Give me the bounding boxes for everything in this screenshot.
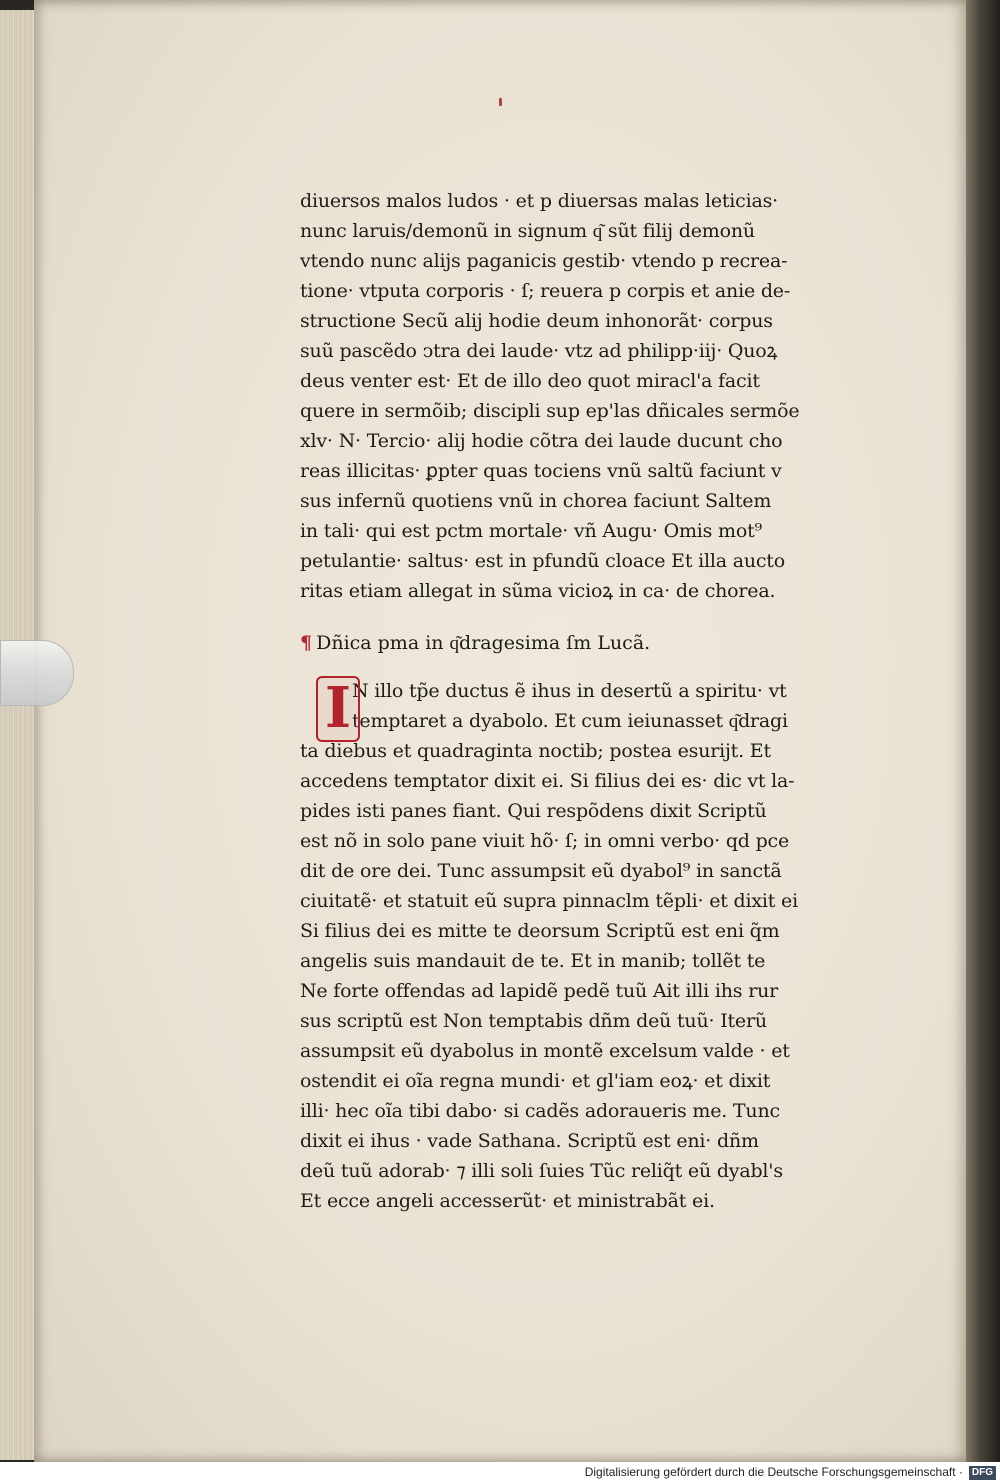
- text-line: Ne forte offendas ad lapidẽ pedẽ tuũ Ait illi ihs rur: [300, 980, 778, 1002]
- rubricated-initial: I: [316, 676, 360, 742]
- text-line: ciuitatẽ· et statuit eũ supra pinnaclm tẽpli· et dixit ei: [300, 890, 798, 912]
- text-line: reas illicitas· ꝑpter quas tociens vnũ saltũ faciunt v: [300, 460, 782, 482]
- text-line: dit de ore dei. Tunc assumpsit eũ dyabol⁹ in sanctã: [300, 860, 782, 882]
- text-line: in tali· qui est pctm mortale· vñ Augu· Omis mot⁹: [300, 520, 762, 542]
- text-line: angelis suis mandauit de te. Et in manib; tollẽt te: [300, 950, 766, 972]
- text-line: nunc laruis/demonũ in signum q͂ sũt filij demonũ: [300, 220, 755, 242]
- text-line: temptaret a dyabolo. Et cum ieiunasset q͂dragi: [352, 710, 788, 732]
- footer-bar: [0, 1462, 1000, 1482]
- text-line: vtendo nunc alijs paganicis gestib· vtendo p recrea-: [300, 250, 788, 272]
- text-line: dixit ei ihus · vade Sathana. Scriptũ est eni· dñm: [300, 1130, 759, 1152]
- bookmark-strip: [0, 640, 74, 706]
- text-line: N illo tp̃e ductus ẽ ihus in desertũ a spiritu· vt: [352, 680, 787, 702]
- text-line: petulantie· saltus· est in pfundũ cloace Et illa aucto: [300, 550, 785, 572]
- heading-text: Dñica pma in q͂dragesima ſm Lucã.: [316, 632, 651, 654]
- paragraph-sermon: [300, 186, 860, 606]
- text-line: illi· hec oĩa tibi dabo· si cadẽs adoraueris me. Tunc: [300, 1100, 780, 1122]
- text-line: ritas etiam allegat in sũma vicioꝝ in ca· de chorea.: [300, 580, 776, 602]
- text-line: Si filius dei es mitte te deorsum Scriptũ est eni q̃m: [300, 920, 780, 942]
- binding-edge: [966, 0, 1000, 1462]
- text-line: ostendit ei oĩa regna mundi· et gl'iam eoꝝ· et dixit: [300, 1070, 771, 1092]
- text-line: est nõ in solo pane viuit hõ· ſ; in omni verbo· qd pce: [300, 830, 790, 852]
- text-line: deus venter est· Et de illo deo quot miracl'a facit: [300, 370, 760, 392]
- text-line: Et ecce angeli accesserũt· et ministrabãt ei.: [300, 1190, 715, 1212]
- text-line: assumpsit eũ dyabolus in montẽ excelsum valde · et: [300, 1040, 790, 1062]
- text-line: tione· vtputa corporis · ſ; reuera p corpis et anie de-: [300, 280, 791, 302]
- text-line: pides isti panes fiant. Qui respõdens dixit Scriptũ: [300, 800, 767, 822]
- text-line: suũ pascẽdo ↄtra dei laude· vtz ad philipp·iij· Quoꝝ: [300, 340, 778, 362]
- text-line: sus scriptũ est Non temptabis dñm deũ tuũ· Iterũ: [300, 1010, 767, 1032]
- paragraph-gospel: [300, 676, 860, 1216]
- text-line: xlv· N· Tercio· alij hodie cõtra dei laude ducunt cho: [300, 430, 783, 452]
- footer-credit: Digitalisierung gefördert durch die Deutsche Forschungsgemeinschaft ·: [584, 1465, 963, 1479]
- rubric-mark: [499, 98, 502, 106]
- text-line: deũ tuũ adorab· ⁊ illi soli ſuies Tũc reliq̃t eũ dyabl's: [300, 1160, 783, 1182]
- text-line: ta diebus et quadraginta noctib; postea esurijt. Et: [300, 740, 771, 762]
- pilcrow-icon: ¶: [300, 632, 313, 654]
- text-line: quere in sermõib; discipli sup ep'las dñicales sermõe: [300, 400, 800, 422]
- text-line: accedens temptator dixit ei. Si filius dei es· dic vt la-: [300, 770, 795, 792]
- text-line: sus infernũ quotiens vnũ in chorea faciunt Saltem: [300, 490, 772, 512]
- text-line: structione Secũ alij hodie deum inhonorãt· corpus: [300, 310, 773, 332]
- dfg-logo: DFG: [969, 1466, 996, 1480]
- section-heading: [300, 628, 860, 658]
- text-block: [300, 186, 860, 1216]
- text-line: diuersos malos ludos · et p diuersas malas leticias·: [300, 190, 779, 212]
